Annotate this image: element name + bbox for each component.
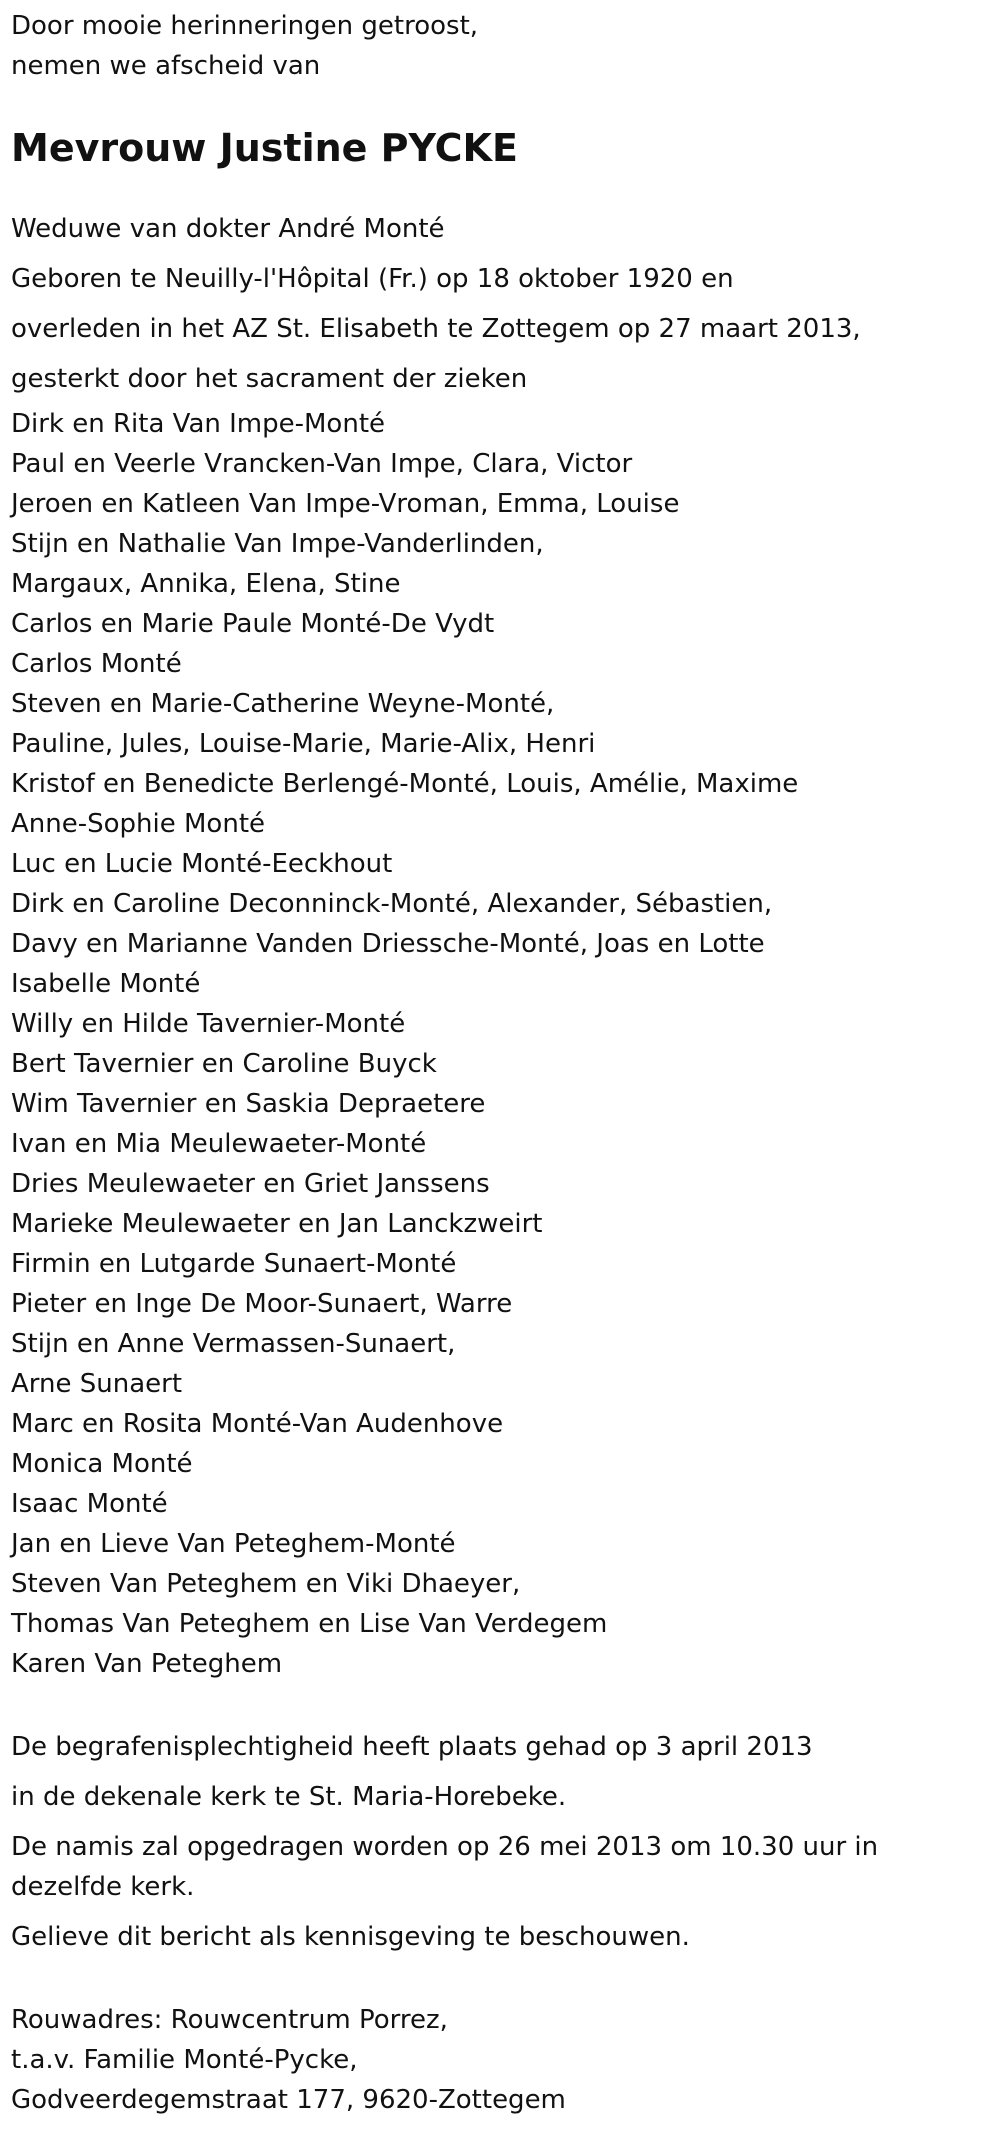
family-member-line: Anne-Sophie Monté [11,809,266,839]
family-list [11,404,991,1684]
family-member-line: Marieke Meulewaeter en Jan Lanckzweirt [11,1209,543,1239]
family-member-line: Stijn en Anne Vermassen-Sunaert, [11,1329,456,1359]
memorial-mass-line: De namis zal opgedragen worden op 26 mei 2013 om 10.30 uur in dezelfde kerk. [11,1832,879,1902]
intro-line-1: Door mooie herinneringen getroost, [11,11,479,41]
notice-line: Gelieve dit bericht als kennisgeving te beschouwen. [11,1922,690,1952]
family-member-line: Carlos en Marie Paule Monté-De Vydt [11,609,495,639]
address-line-3: Godveerdegemstraat 177, 9620-Zottegem [11,2085,566,2115]
family-member-line: Monica Monté [11,1449,193,1479]
family-member-line: Thomas Van Peteghem en Lise Van Verdegem [11,1609,608,1639]
widow-line: Weduwe van dokter André Monté [11,214,445,244]
family-member-line: Pieter en Inge De Moor-Sunaert, Warre [11,1289,513,1319]
family-member-line: Isabelle Monté [11,969,201,999]
family-member-line: Stijn en Nathalie Van Impe-Vanderlinden, [11,529,544,559]
family-member-line: Davy en Marianne Vanden Driessche-Monté, Joas en Lotte [11,929,765,959]
family-member-line: Arne Sunaert [11,1369,183,1399]
intro-block [11,6,991,86]
family-member-line: Wim Tavernier en Saskia Depraetere [11,1089,486,1119]
sacrament-line: gesterkt door het sacrament der zieken [11,364,528,394]
funeral-details [11,1722,991,1962]
family-member-line: Margaux, Annika, Elena, Stine [11,569,401,599]
family-member-line: Kristof en Benedicte Berlengé-Monté, Louis, Amélie, Maxime [11,769,799,799]
intro-line-2: nemen we afscheid van [11,51,321,81]
family-member-line: Willy en Hilde Tavernier-Monté [11,1009,406,1039]
family-member-line: Steven Van Peteghem en Viki Dhaeyer, [11,1569,521,1599]
family-member-line: Karen Van Peteghem [11,1649,283,1679]
family-member-line: Dries Meulewaeter en Griet Janssens [11,1169,490,1199]
church-line: in de dekenale kerk te St. Maria-Horebeke. [11,1782,567,1812]
biographical-details [11,204,991,404]
death-line: overleden in het AZ St. Elisabeth te Zottegem op 27 maart 2013, [11,314,861,344]
address-line-1: Rouwadres: Rouwcentrum Porrez, [11,2005,448,2035]
family-member-line: Paul en Veerle Vrancken-Van Impe, Clara, Victor [11,449,633,479]
family-member-line: Isaac Monté [11,1489,168,1519]
family-member-line: Ivan en Mia Meulewaeter-Monté [11,1129,427,1159]
address-line-2: t.a.v. Familie Monté-Pycke, [11,2045,358,2075]
family-member-line: Carlos Monté [11,649,182,679]
family-member-line: Bert Tavernier en Caroline Buyck [11,1049,437,1079]
family-member-line: Dirk en Rita Van Impe-Monté [11,409,386,439]
family-member-line: Pauline, Jules, Louise-Marie, Marie-Alix, Henri [11,729,596,759]
condolence-address [11,2000,991,2120]
birth-line: Geboren te Neuilly-l'Hôpital (Fr.) op 18 oktober 1920 en [11,264,734,294]
family-member-line: Firmin en Lutgarde Sunaert-Monté [11,1249,457,1279]
family-member-line: Jan en Lieve Van Peteghem-Monté [11,1529,456,1559]
family-member-line: Marc en Rosita Monté-Van Audenhove [11,1409,504,1439]
obituary-notice [11,6,991,2120]
family-member-line: Steven en Marie-Catherine Weyne-Monté, [11,689,555,719]
family-member-line: Jeroen en Katleen Van Impe-Vroman, Emma, Louise [11,489,680,519]
funeral-date-line: De begrafenisplechtigheid heeft plaats gehad op 3 april 2013 [11,1732,813,1762]
family-member-line: Dirk en Caroline Deconninck-Monté, Alexander, Sébastien, [11,889,773,919]
deceased-name-heading: Mevrouw Justine PYCKE [11,126,518,170]
family-member-line: Luc en Lucie Monté-Eeckhout [11,849,393,879]
